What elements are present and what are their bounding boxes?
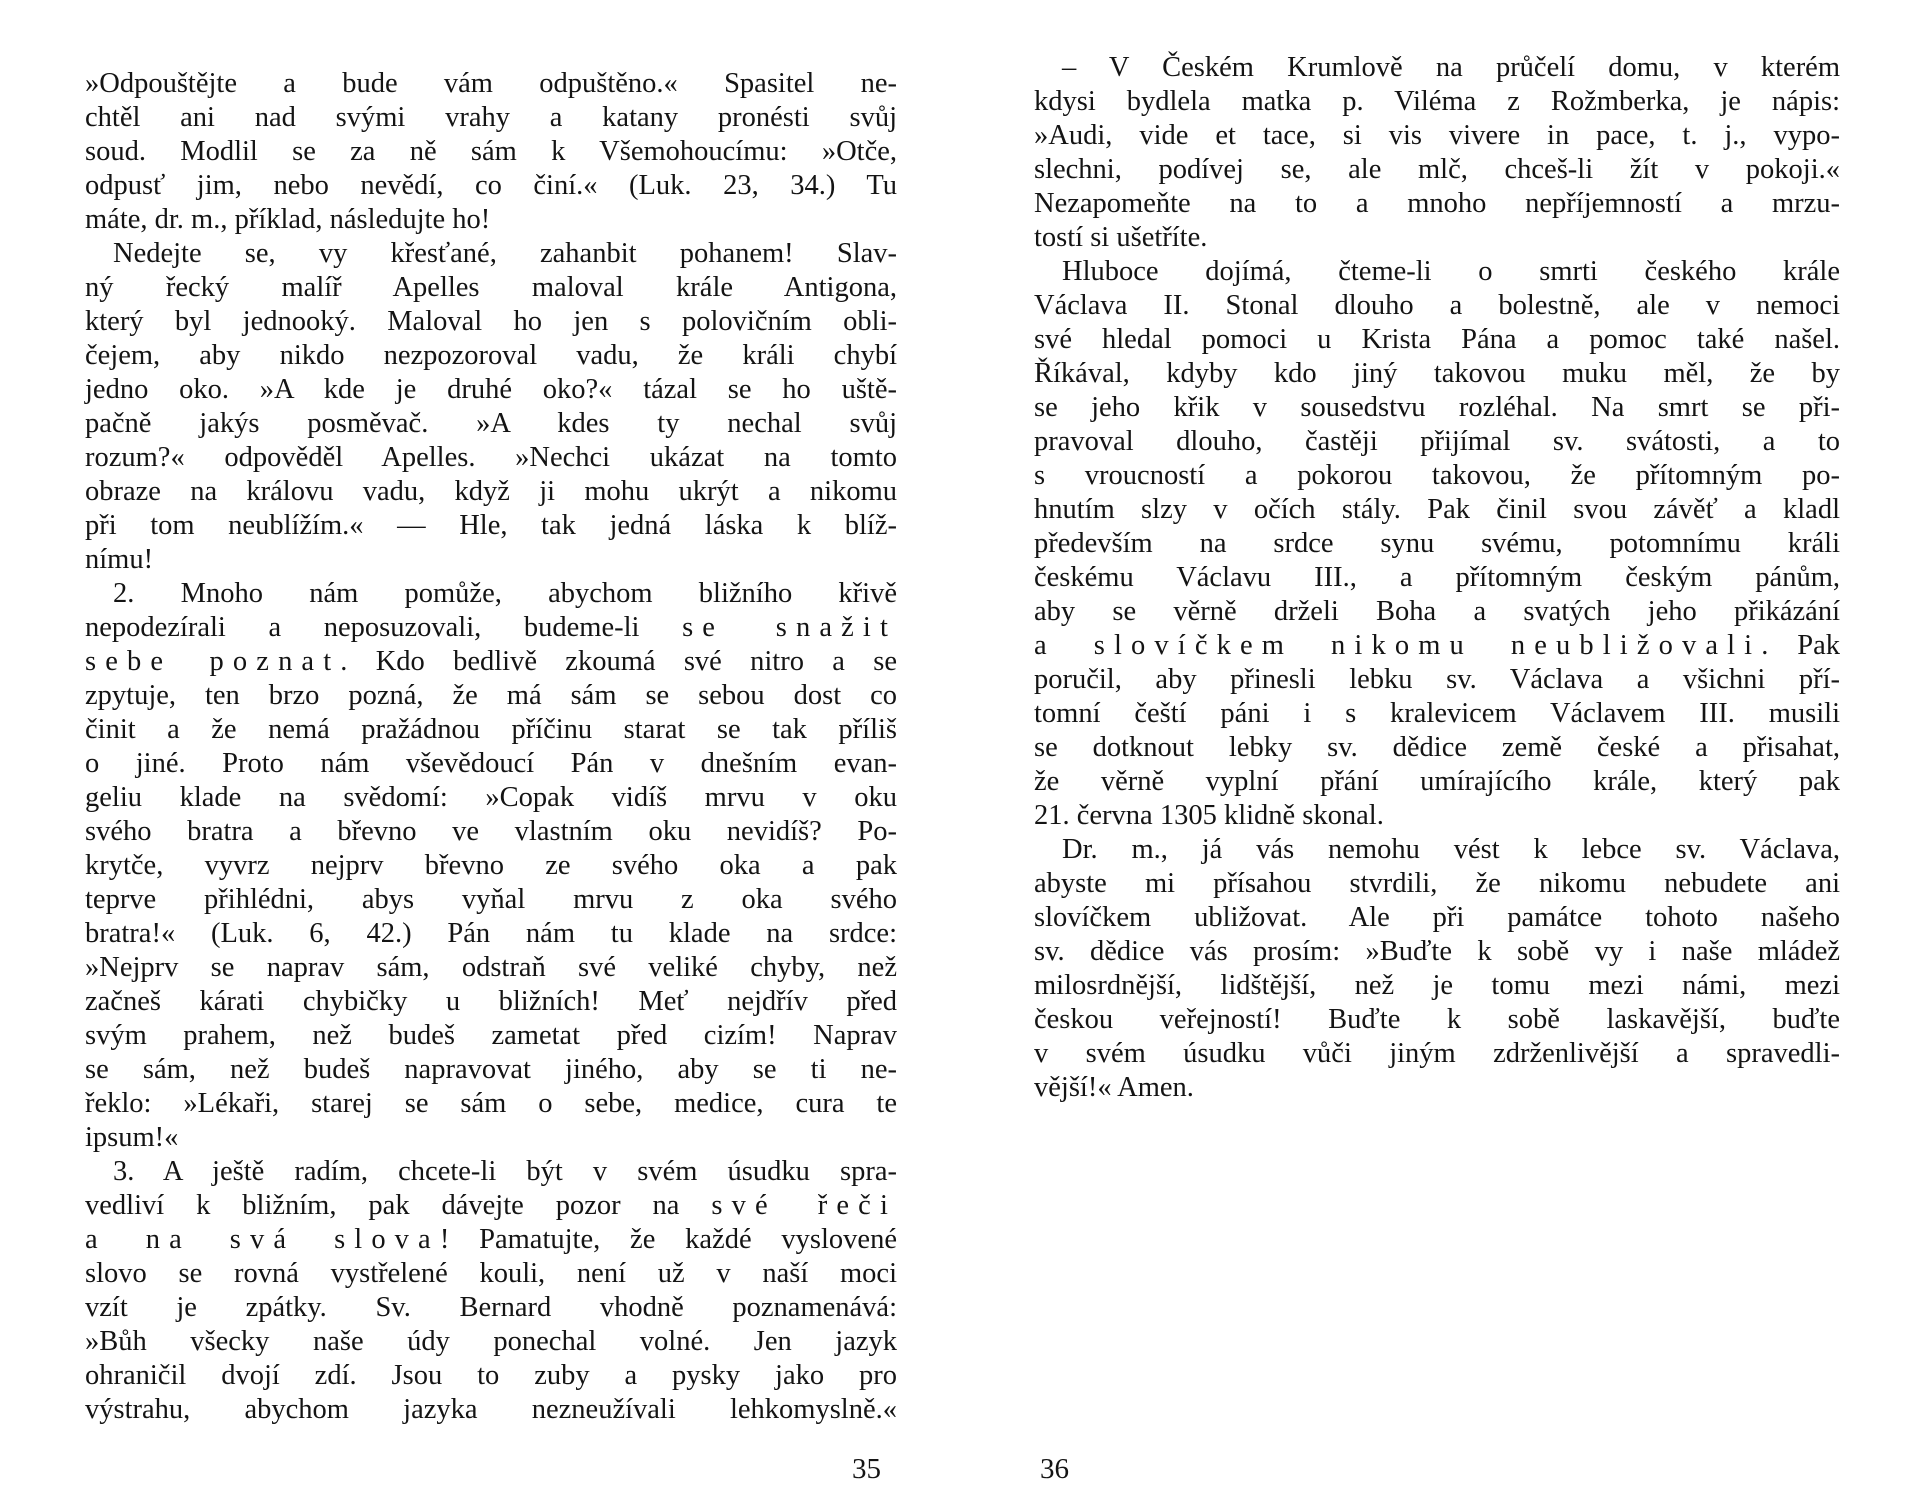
text-line: slovo se rovná vystřelené kouli, není už v naší moci	[85, 1258, 897, 1289]
text-segment: nepodezírali a neposuzovali, budeme-li	[85, 612, 683, 643]
text-line: »Bůh všecky naše údy ponechal volné. Jen jazyk	[85, 1326, 897, 1357]
text-line: Nezapomeňte na to a mnoho nepříjemností a mrzu-	[1034, 188, 1840, 219]
text-line: milosrdnější, lidštější, než je tomu mezi námi, mezi	[1034, 970, 1840, 1001]
text-line: chtěl ani nad svými vrahy a katany pronésti svůj	[85, 102, 897, 133]
text-line: vější!« Amen.	[1034, 1072, 1194, 1103]
text-line: nímu!	[85, 544, 154, 575]
text-line: tomní čeští páni i s kralevicem Václavem III. musili	[1034, 698, 1840, 729]
text-line: o jiné. Proto nám vševědoucí Pán v dnešním evan-	[85, 748, 897, 779]
text-line: rozum?« odpověděl Apelles. »Nechci ukázat na tomto	[85, 442, 897, 473]
text-line: činit a že nemá pražádnou příčinu starat se tak příliš	[85, 714, 897, 745]
text-segment: . Kdo bedlivě zkoumá své nitro a se	[340, 646, 897, 677]
text-line: jedno oko. »A kde je druhé oko?« tázal se ho uště-	[85, 374, 897, 405]
text-line: zpytuje, ten brzo pozná, že má sám se sebou dost co	[85, 680, 897, 711]
text-line: soud. Modlil se za ně sám k Všemohoucímu: »Otče,	[85, 136, 897, 167]
text-line: máte, dr. m., příklad, následujte ho!	[85, 204, 491, 235]
text-line: výstrahu, abychom jazyka nezneužívali lehkomyslně.«	[85, 1394, 897, 1425]
left-page-text	[85, 67, 897, 1427]
text-line: že věrně vyplní přání umírajícího krále, který pak	[1034, 766, 1840, 797]
text-line: kdysi bydlela matka p. Viléma z Rožmberka, je nápis:	[1034, 86, 1840, 117]
spaced-emphasis-text: a na svá slova	[85, 1224, 440, 1255]
text-line: abyste mi přísahou stvrdili, že nikomu nebudete ani	[1034, 868, 1840, 899]
page-number-left: 35	[852, 1453, 881, 1485]
text-line: čejem, aby nikdo nezpozoroval vadu, že králi chybí	[85, 340, 897, 371]
spaced-emphasis-text: a slovíčkem nikomu neubližovali	[1034, 630, 1762, 661]
text-line: »Nejprv se naprav sám, odstraň své veliké chyby, než	[85, 952, 897, 983]
text-line: v svém úsudku vůči jiným zdrženlivější a spravedli-	[1034, 1038, 1840, 1069]
text-line: českému Václavu III., a přítomným českým pánům,	[1034, 562, 1840, 593]
text-line: Dr. m., já vás nemohu vést k lebce sv. Václava,	[1062, 834, 1840, 865]
text-line: ohraničil dvojí zdí. Jsou to zuby a pysky jako pro	[85, 1360, 897, 1391]
text-line: »Audi, vide et tace, si vis vivere in pace, t. j., vypo-	[1034, 120, 1840, 151]
text-line: Václava II. Stonal dlouho a bolestně, ale v nemoci	[1034, 290, 1840, 321]
text-line: Říkával, kdyby kdo jiný takovou muku měl, že by	[1034, 358, 1840, 389]
text-line: 3. A ještě radím, chcete-li být v svém úsudku spra-	[113, 1156, 897, 1187]
text-line: tostí si ušetříte.	[1034, 222, 1208, 253]
text-line: hnutím slzy v očích stály. Pak činil svou závěť a kladl	[1034, 494, 1840, 525]
text-line: Nedejte se, vy křesťané, zahanbit pohanem! Slav-	[113, 238, 897, 269]
text-line: pravoval dlouho, častěji přijímal sv. svátosti, a to	[1034, 426, 1840, 457]
text-line: Hluboce dojímá, čteme-li o smrti českého krále	[1062, 256, 1840, 287]
text-line: »Odpouštějte a bude vám odpuštěno.« Spasitel ne-	[85, 68, 897, 99]
text-segment: . Pak	[1761, 630, 1841, 661]
text-line: odpusť jim, nebo nevědí, co činí.« (Luk. 23, 34.) Tu	[85, 170, 897, 201]
text-line: krytče, vyvrz nejprv břevno ze svého oka a pak	[85, 850, 897, 881]
text-line: slovíčkem ubližovat. Ale při památce tohoto našeho	[1034, 902, 1840, 933]
text-line: českou veřejností! Buďte k sobě laskavější, buďte	[1034, 1004, 1840, 1035]
text-line: při tom neublížím.« — Hle, tak jedná láska k blíž-	[85, 510, 897, 541]
text-line: který byl jednooký. Maloval ho jen s polovičním obli-	[85, 306, 897, 337]
text-line: se dotknout lebky sv. dědice země české a přisahat,	[1034, 732, 1840, 763]
spaced-emphasis-text: se snažit	[682, 612, 897, 643]
text-line: řeklo: »Lékaři, starej se sám o sebe, medice, cura te	[85, 1088, 897, 1119]
right-page-text	[1034, 51, 1840, 1105]
text-line: vzít je zpátky. Sv. Bernard vhodně poznamenává:	[85, 1292, 897, 1323]
text-line: ný řecký malíř Apelles maloval krále Antigona,	[85, 272, 897, 303]
text-line: teprve přihlédni, abys vyňal mrvu z oka svého	[85, 884, 897, 915]
text-line: ipsum!«	[85, 1122, 179, 1153]
text-line: bratra!« (Luk. 6, 42.) Pán nám tu klade na srdce:	[85, 918, 897, 949]
spaced-emphasis-text: své řeči	[711, 1190, 897, 1221]
page-number-right: 36	[1040, 1453, 1069, 1485]
text-line: sv. dědice vás prosím: »Buďte k sobě vy i naše mládež	[1034, 936, 1840, 967]
text-line: poručil, aby přinesli lebku sv. Václava a všichni pří-	[1034, 664, 1840, 695]
text-line	[85, 1189, 897, 1223]
spaced-emphasis-text: sebe poznat	[85, 646, 341, 677]
text-line: aby se věrně drželi Boha a svatých jeho přikázání	[1034, 596, 1840, 627]
text-line: svého bratra a břevno ve vlastním oku nevidíš? Po-	[85, 816, 897, 847]
text-line: začneš kárati chybičky u bližních! Meť nejdřív před	[85, 986, 897, 1017]
text-line: především na srdce synu svému, potomnímu králi	[1034, 528, 1840, 559]
text-line	[1034, 629, 1840, 663]
text-line: s vroucností a pokorou takovou, že přítomným po-	[1034, 460, 1840, 491]
text-line	[85, 645, 897, 679]
text-line: geliu klade na svědomí: »Copak vidíš mrvu v oku	[85, 782, 897, 813]
text-segment: vedliví k bližním, pak dávejte pozor na	[85, 1190, 712, 1221]
text-line: pačně jakýs posměvač. »A kdes ty nechal svůj	[85, 408, 897, 439]
text-line: 2. Mnoho nám pomůže, abychom bližního křivě	[113, 578, 897, 609]
text-line: svým prahem, než budeš zametat před cizím! Naprav	[85, 1020, 897, 1051]
text-line: slechni, podívej se, ale mlč, chceš-li žít v pokoji.«	[1034, 154, 1840, 185]
text-line	[85, 611, 897, 645]
text-line: se sám, než budeš napravovat jiného, aby se ti ne-	[85, 1054, 897, 1085]
text-line: – V Českém Krumlově na průčelí domu, v kterém	[1062, 52, 1840, 83]
text-line: obraze na královu vadu, když ji mohu ukrýt a nikomu	[85, 476, 897, 507]
text-line: své hledal pomoci u Krista Pána a pomoc také našel.	[1034, 324, 1840, 355]
text-line: se jeho křik v sousedstvu rozléhal. Na smrt se při-	[1034, 392, 1840, 423]
text-line	[85, 1223, 897, 1257]
text-line: 21. června 1305 klidně skonal.	[1034, 800, 1384, 831]
text-segment: ! Pamatujte, že každé vyslovené	[439, 1224, 897, 1255]
